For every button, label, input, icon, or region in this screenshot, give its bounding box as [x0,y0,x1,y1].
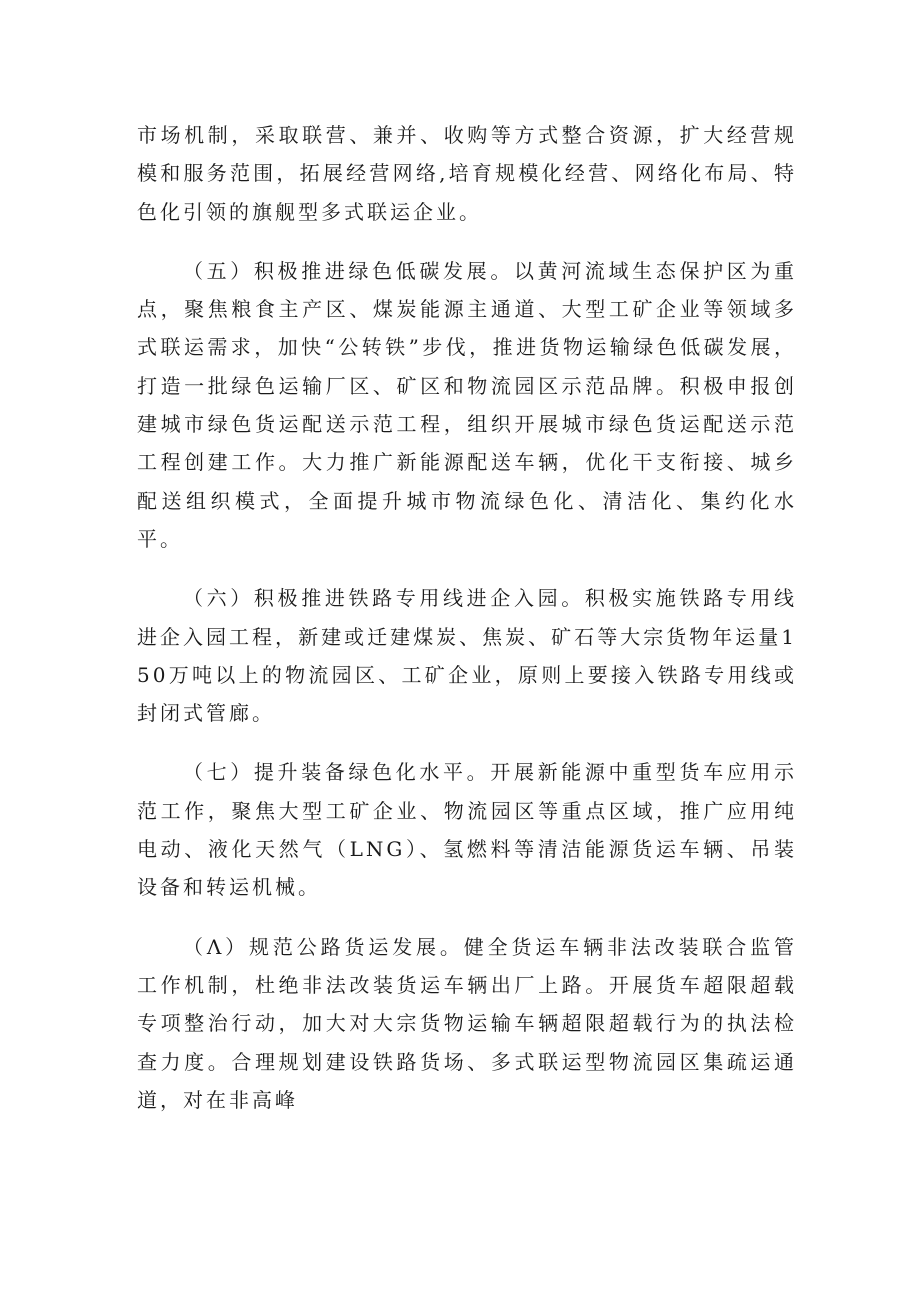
paragraph-green-equipment: （七）提升装备绿色化水平。开展新能源中重型货车应用示范工作，聚焦大型工矿企业、物流园区等重点区域，推广应用纯电动、液化天然气（LNG）、氢燃料等清洁能源货运车辆、吊装设备和转运机械。 [137,760,797,900]
paragraph-railway-siding: （六）积极推进铁路专用线进企入园。积极实施铁路专用线进企入园工程，新建或迁建煤炭、焦炭、矿石等大宗货物年运量150万吨以上的物流园区、工矿企业，原则上要接入铁路专用线或封闭式管廊。 [137,586,797,726]
paragraph-green-low-carbon: （五）积极推进绿色低碳发展。以黄河流域生态保护区为重点，聚焦粮食主产区、煤炭能源主通道、大型工矿企业等领域多式联运需求，加快“公转铁”步伐，推进货物运输绿色低碳发展，打造一批绿色运输厂区、矿区和物流园区示范品牌。积极申报创建城市绿色货运配送示范工程，组织开展城市绿色货运配送示范工程创建工作。大力推广新能源配送车辆，优化干支衔接、城乡配送组织模式，全面提升城市物流绿色化、清洁化、集约化水平。 [137,258,797,551]
document-body [137,116,797,1140]
paragraph-road-freight: （Λ）规范公路货运发展。健全货运车辆非法改装联合监管工作机制，杜绝非法改装货运车辆出厂上路。开展货车超限超载专项整治行动，加大对大宗货物运输车辆超限超载行为的执法检查力度。合理规划建设铁路货场、多式联运型物流园区集疏运通道，对在非高峰 [137,934,797,1112]
paragraph-market-mechanism: 市场机制，采取联营、兼并、收购等方式整合资源，扩大经营规模和服务范围，拓展经营网络,培育规模化经营、网络化布局、特色化引领的旗舰型多式联运企业。 [137,123,797,224]
